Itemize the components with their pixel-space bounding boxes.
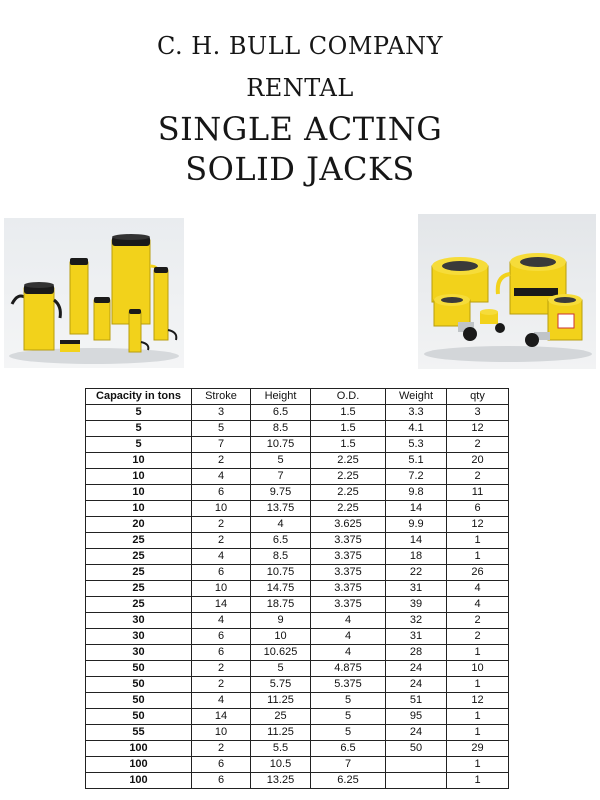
weight-cell: 7.2 (386, 469, 447, 485)
low-height-cylinders-illustration (418, 214, 596, 369)
stroke-cell: 10 (192, 581, 251, 597)
stroke-cell: 6 (192, 629, 251, 645)
jacks-rental-table (85, 388, 509, 789)
od-cell: 3.625 (311, 517, 386, 533)
capacity-cell: 10 (86, 469, 192, 485)
column-header-weight: Weight (386, 389, 447, 405)
table-row (86, 517, 509, 533)
qty-cell: 2 (447, 469, 509, 485)
weight-cell: 50 (386, 741, 447, 757)
height-cell: 10.5 (251, 757, 311, 773)
od-cell: 5 (311, 709, 386, 725)
qty-cell: 1 (447, 773, 509, 789)
height-cell: 10.75 (251, 437, 311, 453)
capacity-cell: 50 (86, 661, 192, 677)
stroke-cell: 14 (192, 597, 251, 613)
qty-cell: 12 (447, 693, 509, 709)
table-row (86, 549, 509, 565)
od-cell: 5 (311, 725, 386, 741)
capacity-cell: 25 (86, 549, 192, 565)
stroke-cell: 2 (192, 533, 251, 549)
table-row (86, 725, 509, 741)
page-title-line-2: SOLID JACKS (185, 150, 415, 188)
stroke-cell: 2 (192, 453, 251, 469)
qty-cell: 12 (447, 421, 509, 437)
weight-cell: 24 (386, 661, 447, 677)
qty-cell: 29 (447, 741, 509, 757)
stroke-cell: 6 (192, 565, 251, 581)
table-row (86, 741, 509, 757)
qty-cell: 1 (447, 757, 509, 773)
height-cell: 5 (251, 453, 311, 469)
height-cell: 18.75 (251, 597, 311, 613)
capacity-cell: 25 (86, 533, 192, 549)
qty-cell: 1 (447, 645, 509, 661)
od-cell: 4.875 (311, 661, 386, 677)
table-row (86, 581, 509, 597)
table-row (86, 661, 509, 677)
weight-cell: 9.9 (386, 517, 447, 533)
od-cell: 3.375 (311, 533, 386, 549)
qty-cell: 6 (447, 501, 509, 517)
od-cell: 5 (311, 693, 386, 709)
qty-cell: 26 (447, 565, 509, 581)
od-cell: 5.375 (311, 677, 386, 693)
height-cell: 10.625 (251, 645, 311, 661)
height-cell: 11.25 (251, 725, 311, 741)
table-header-row (86, 389, 509, 405)
table-row (86, 597, 509, 613)
od-cell: 3.375 (311, 597, 386, 613)
weight-cell: 4.1 (386, 421, 447, 437)
od-cell: 1.5 (311, 437, 386, 453)
weight-cell: 9.8 (386, 485, 447, 501)
weight-cell: 5.1 (386, 453, 447, 469)
capacity-cell: 25 (86, 581, 192, 597)
capacity-cell: 5 (86, 405, 192, 421)
height-cell: 4 (251, 517, 311, 533)
od-cell: 2.25 (311, 501, 386, 517)
height-cell: 5.75 (251, 677, 311, 693)
weight-cell: 3.3 (386, 405, 447, 421)
capacity-cell: 20 (86, 517, 192, 533)
od-cell: 7 (311, 757, 386, 773)
qty-cell: 1 (447, 709, 509, 725)
column-header-od: O.D. (311, 389, 386, 405)
capacity-cell: 30 (86, 613, 192, 629)
weight-cell: 32 (386, 613, 447, 629)
capacity-cell: 5 (86, 421, 192, 437)
od-cell: 3.375 (311, 549, 386, 565)
column-header-qty: qty (447, 389, 509, 405)
height-cell: 5.5 (251, 741, 311, 757)
height-cell: 6.5 (251, 533, 311, 549)
capacity-cell: 30 (86, 629, 192, 645)
weight-cell: 31 (386, 629, 447, 645)
qty-cell: 4 (447, 597, 509, 613)
od-cell: 4 (311, 645, 386, 661)
stroke-cell: 2 (192, 677, 251, 693)
height-cell: 8.5 (251, 421, 311, 437)
capacity-cell: 5 (86, 437, 192, 453)
category-label: RENTAL (246, 74, 354, 102)
od-cell: 2.25 (311, 469, 386, 485)
stroke-cell: 4 (192, 693, 251, 709)
cylinder-assortment-illustration (4, 218, 184, 368)
capacity-cell: 25 (86, 565, 192, 581)
od-cell: 1.5 (311, 405, 386, 421)
stroke-cell: 2 (192, 517, 251, 533)
height-cell: 10 (251, 629, 311, 645)
capacity-cell: 100 (86, 741, 192, 757)
od-cell: 4 (311, 629, 386, 645)
capacity-cell: 55 (86, 725, 192, 741)
table-row (86, 773, 509, 789)
table-row (86, 533, 509, 549)
stroke-cell: 6 (192, 485, 251, 501)
table-row (86, 453, 509, 469)
height-cell: 6.5 (251, 405, 311, 421)
table-row (86, 757, 509, 773)
weight-cell (386, 773, 447, 789)
od-cell: 2.25 (311, 485, 386, 501)
height-cell: 5 (251, 661, 311, 677)
table-row (86, 485, 509, 501)
stroke-cell: 14 (192, 709, 251, 725)
od-cell: 6.25 (311, 773, 386, 789)
capacity-cell: 100 (86, 757, 192, 773)
stroke-cell: 2 (192, 661, 251, 677)
stroke-cell: 4 (192, 469, 251, 485)
weight-cell: 14 (386, 533, 447, 549)
od-cell: 6.5 (311, 741, 386, 757)
height-cell: 13.75 (251, 501, 311, 517)
column-header-stroke: Stroke (192, 389, 251, 405)
capacity-cell: 50 (86, 677, 192, 693)
page-title-line-1: SINGLE ACTING (157, 110, 443, 148)
capacity-cell: 30 (86, 645, 192, 661)
table-row (86, 613, 509, 629)
weight-cell: 28 (386, 645, 447, 661)
height-cell: 7 (251, 469, 311, 485)
table-row (86, 501, 509, 517)
height-cell: 14.75 (251, 581, 311, 597)
qty-cell: 10 (447, 661, 509, 677)
height-cell: 8.5 (251, 549, 311, 565)
capacity-cell: 10 (86, 453, 192, 469)
qty-cell: 2 (447, 437, 509, 453)
qty-cell: 3 (447, 405, 509, 421)
weight-cell: 5.3 (386, 437, 447, 453)
weight-cell: 31 (386, 581, 447, 597)
column-header-height: Height (251, 389, 311, 405)
weight-cell: 24 (386, 725, 447, 741)
capacity-cell: 10 (86, 501, 192, 517)
stroke-cell: 10 (192, 501, 251, 517)
qty-cell: 2 (447, 629, 509, 645)
weight-cell: 39 (386, 597, 447, 613)
table-row (86, 421, 509, 437)
height-cell: 9.75 (251, 485, 311, 501)
table-row (86, 405, 509, 421)
qty-cell: 4 (447, 581, 509, 597)
weight-cell: 14 (386, 501, 447, 517)
cylinder-assortment-photo (4, 218, 184, 368)
qty-cell: 1 (447, 725, 509, 741)
stroke-cell: 4 (192, 549, 251, 565)
od-cell: 3.375 (311, 581, 386, 597)
column-header-capacity: Capacity in tons (86, 389, 192, 405)
stroke-cell: 2 (192, 741, 251, 757)
stroke-cell: 6 (192, 645, 251, 661)
weight-cell (386, 757, 447, 773)
weight-cell: 51 (386, 693, 447, 709)
table-row (86, 645, 509, 661)
capacity-cell: 50 (86, 709, 192, 725)
table-row (86, 469, 509, 485)
qty-cell: 1 (447, 533, 509, 549)
od-cell: 4 (311, 613, 386, 629)
stroke-cell: 10 (192, 725, 251, 741)
height-cell: 25 (251, 709, 311, 725)
height-cell: 13.25 (251, 773, 311, 789)
weight-cell: 24 (386, 677, 447, 693)
capacity-cell: 50 (86, 693, 192, 709)
table-row (86, 693, 509, 709)
qty-cell: 2 (447, 613, 509, 629)
capacity-cell: 25 (86, 597, 192, 613)
stroke-cell: 3 (192, 405, 251, 421)
qty-cell: 12 (447, 517, 509, 533)
qty-cell: 1 (447, 677, 509, 693)
qty-cell: 11 (447, 485, 509, 501)
od-cell: 2.25 (311, 453, 386, 469)
weight-cell: 18 (386, 549, 447, 565)
company-name: C. H. BULL COMPANY (156, 32, 444, 60)
height-cell: 9 (251, 613, 311, 629)
table-row (86, 677, 509, 693)
table-row (86, 437, 509, 453)
weight-cell: 95 (386, 709, 447, 725)
height-cell: 10.75 (251, 565, 311, 581)
stroke-cell: 7 (192, 437, 251, 453)
stroke-cell: 6 (192, 773, 251, 789)
stroke-cell: 6 (192, 757, 251, 773)
stroke-cell: 5 (192, 421, 251, 437)
od-cell: 3.375 (311, 565, 386, 581)
table-row (86, 709, 509, 725)
table-row (86, 565, 509, 581)
low-height-cylinders-photo (418, 214, 596, 369)
weight-cell: 22 (386, 565, 447, 581)
table-row (86, 629, 509, 645)
od-cell: 1.5 (311, 421, 386, 437)
stroke-cell: 4 (192, 613, 251, 629)
capacity-cell: 100 (86, 773, 192, 789)
qty-cell: 1 (447, 549, 509, 565)
height-cell: 11.25 (251, 693, 311, 709)
qty-cell: 20 (447, 453, 509, 469)
capacity-cell: 10 (86, 485, 192, 501)
